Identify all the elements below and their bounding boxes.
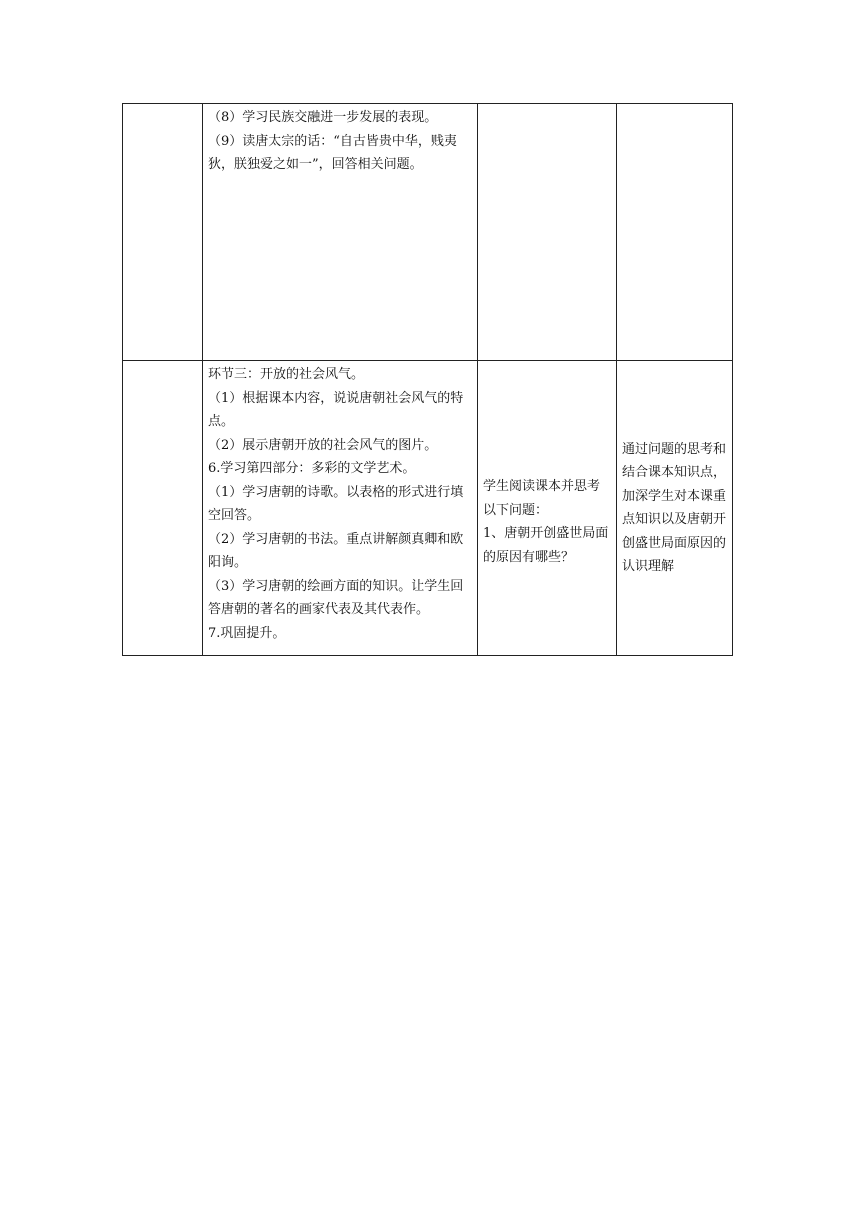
teacher-activity-cell <box>203 361 478 656</box>
student-activity-line: 1、唐朝开创盛世局面的原因有哪些？ <box>483 526 609 565</box>
teacher-activity-cell <box>203 104 478 361</box>
design-intent-cell: 通过问题的思考和结合课本知识点，加深学生对本课重点知识以及唐朝开创盛世局面原因的认识理解 <box>617 361 733 656</box>
activity-line: 7.巩固提升。 <box>208 625 286 641</box>
student-activity-line: 学生阅读课本并思考以下问题： <box>483 479 601 518</box>
activity-line: 环节三：开放的社会风气。 <box>208 367 365 382</box>
design-intent-cell <box>617 104 733 361</box>
table-row <box>123 104 733 361</box>
table-row <box>123 361 733 656</box>
activity-line: （1）学习唐朝的诗歌。以表格的形式进行填空回答。 <box>208 484 464 523</box>
student-activity-cell <box>478 104 617 361</box>
student-activity-cell <box>478 361 617 656</box>
activity-line: （8）学习民族交融进一步发展的表现。 <box>208 110 438 125</box>
stage-cell <box>123 361 203 656</box>
activity-line: （2）学习唐朝的书法。重点讲解颜真卿和欧阳询。 <box>208 531 464 570</box>
stage-cell <box>123 104 203 361</box>
activity-line: （1）根据课本内容，说说唐朝社会风气的特点。 <box>208 390 464 429</box>
lesson-plan-table <box>122 103 733 656</box>
activity-line: （9）读唐太宗的话：“自古皆贵中华，贱夷狄，朕独爱之如一”，回答相关问题。 <box>208 133 457 172</box>
activity-line: 6.学习第四部分：多彩的文学艺术。 <box>208 461 416 476</box>
activity-line: （3）学习唐朝的绘画方面的知识。让学生回答唐朝的著名的画家代表及其代表作。 <box>208 578 464 617</box>
activity-line: （2）展示唐朝开放的社会风气的图片。 <box>208 437 438 453</box>
